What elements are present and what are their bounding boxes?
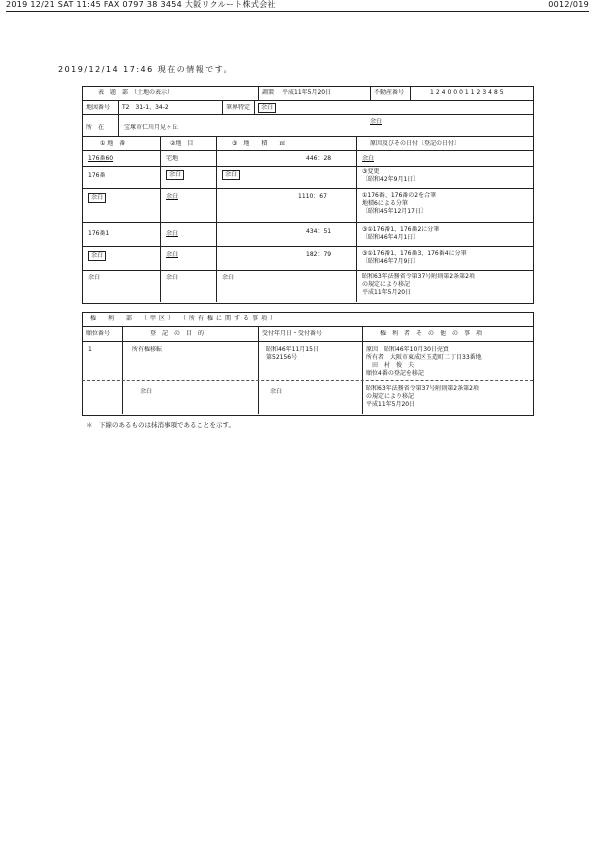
col-kenrisha: 権 利 者 そ の 他 の 事 項 (380, 330, 483, 337)
row1-chiban: 176番60 (88, 155, 114, 162)
fax-header-rule (6, 11, 589, 12)
kouku-row2-kenrisha: 昭和63年法務省令第37号附則第2条第2項 の規定により移記 平成11年5月20日 (366, 385, 479, 408)
row3-chiseki: 1110：67 (298, 193, 327, 200)
hikkai-value: 余白 (258, 103, 276, 113)
row1-gen-in: 余白 (362, 155, 375, 162)
row6-gen-in: 昭和63年法務省令第37号附則第2条第2項 の規定により移記 平成11年5月20日 (362, 273, 475, 296)
divider (82, 341, 533, 342)
kouku-row2-mokuteki: 余白 (140, 388, 153, 395)
divider (370, 86, 371, 100)
row4-chimoku: 余白 (166, 230, 179, 237)
row6-chimoku2: 余白 (222, 274, 235, 281)
divider (82, 150, 533, 151)
row2-gen-in: ③変更 〔昭和42年9月1日〕 (362, 168, 420, 183)
row6-chiban: 余白 (88, 274, 101, 281)
divider (258, 326, 259, 414)
col-jun-i: 順位番号 (86, 330, 111, 337)
col-gen-in: 原因及びその日付〔登記の日付〕 (370, 140, 461, 147)
kouku-row1-uketsuke: 昭和46年11月15日 第52156号 (266, 346, 319, 361)
row3-chiban: 余白 (88, 193, 106, 203)
divider (356, 136, 357, 302)
chosei-label: 調製 (262, 89, 275, 96)
shozai-label: 所 在 (86, 124, 105, 131)
fudosan-label: 不動産番号 (374, 89, 405, 96)
row5-chimoku: 余白 (166, 251, 179, 258)
hikkai-label: 筆界特定 (226, 104, 251, 111)
divider (82, 188, 533, 189)
row5-chiseki: 182：79 (306, 251, 332, 258)
chosei-value: 平成11年5月20日 (282, 89, 332, 96)
row6-chimoku: 余白 (166, 274, 179, 281)
divider (222, 100, 223, 114)
row4-gen-in: ③①176番1、176番2に分筆 〔昭和46年4月1日〕 (362, 226, 440, 241)
divider (82, 326, 533, 327)
divider (118, 100, 119, 114)
divider (362, 326, 363, 414)
kouku-row2-uketsuke: 余白 (270, 388, 283, 395)
divider (410, 86, 411, 100)
divider (122, 326, 123, 414)
kouku-row1-kenrisha: 原因 昭和46年10月30日売買 所有者 大阪市東成区玉造町二丁目33番地 田 村 俊 夫 順位4番の登記を移記 (366, 346, 482, 377)
print-timestamp: 2019/12/14 17:46 現在の情報です。 (58, 65, 234, 74)
row3-gen-in: ①176番、176番の2を合筆 地積6による分筆 〔昭和45年12月17日〕 (362, 192, 437, 215)
divider (118, 114, 119, 136)
row1-chimoku: 宅地 (166, 155, 179, 162)
divider (82, 114, 533, 115)
divider (216, 136, 217, 302)
row5-gen-in: ③①176番1、176番3、176番4に分筆 〔昭和46年7月9日〕 (362, 250, 467, 265)
footnote: ＊ 下線のあるものは抹消事項であることを示す。 (86, 421, 235, 429)
chizu-value: T2 31-1、34-2 (122, 104, 169, 111)
divider (258, 86, 259, 100)
row5-chiban: 余白 (88, 251, 106, 261)
col-mokuteki: 登 記 の 目 的 (150, 330, 205, 337)
fax-header (6, 0, 589, 10)
row4-chiseki: 434：51 (306, 228, 332, 235)
divider (82, 100, 533, 101)
divider (82, 380, 533, 381)
shozai-value: 宝塚市仁川月見ヶ丘 (124, 124, 179, 131)
row4-chiban: 176番1 (88, 230, 110, 237)
divider (82, 222, 533, 223)
chizu-label: 地図番号 (86, 104, 111, 111)
row2-chimoku: 余白 (166, 170, 184, 180)
row1-chiseki: 446：28 (306, 155, 332, 162)
fudosan-value: 1240001123485 (430, 89, 506, 96)
hyodai-title: 表 題 部 （土地の表示） (98, 89, 174, 96)
row3-chimoku: 余白 (166, 193, 179, 200)
shozai-note: 余白 (370, 118, 383, 125)
col-chimoku: ②地 目 (170, 140, 194, 147)
divider (82, 270, 533, 271)
divider (82, 166, 533, 167)
kouku-row1-jun-i: 1 (88, 346, 92, 353)
divider (82, 246, 533, 247)
kouku-row1-mokuteki: 所有権移転 (132, 346, 163, 353)
row2-chiban: 176番 (88, 172, 106, 179)
divider (254, 100, 255, 114)
col-chiseki: ③ 地 積 ㎡ (232, 140, 286, 147)
fax-page-number: 0012/019 (548, 0, 589, 9)
row2-chimoku2: 余白 (222, 170, 240, 180)
divider (82, 136, 533, 137)
kouku-title: 権 利 部 （甲区） （所有権に関する事項） (90, 315, 280, 322)
col-uketsuke: 受付年月日・受付番号 (262, 330, 323, 337)
col-chiban: ① 地 番 (100, 140, 126, 147)
divider (160, 136, 161, 302)
fax-header-left: 2019 12/21 SAT 11:45 FAX 0797 38 3454 大阪リクルート株式会社 (6, 0, 276, 9)
